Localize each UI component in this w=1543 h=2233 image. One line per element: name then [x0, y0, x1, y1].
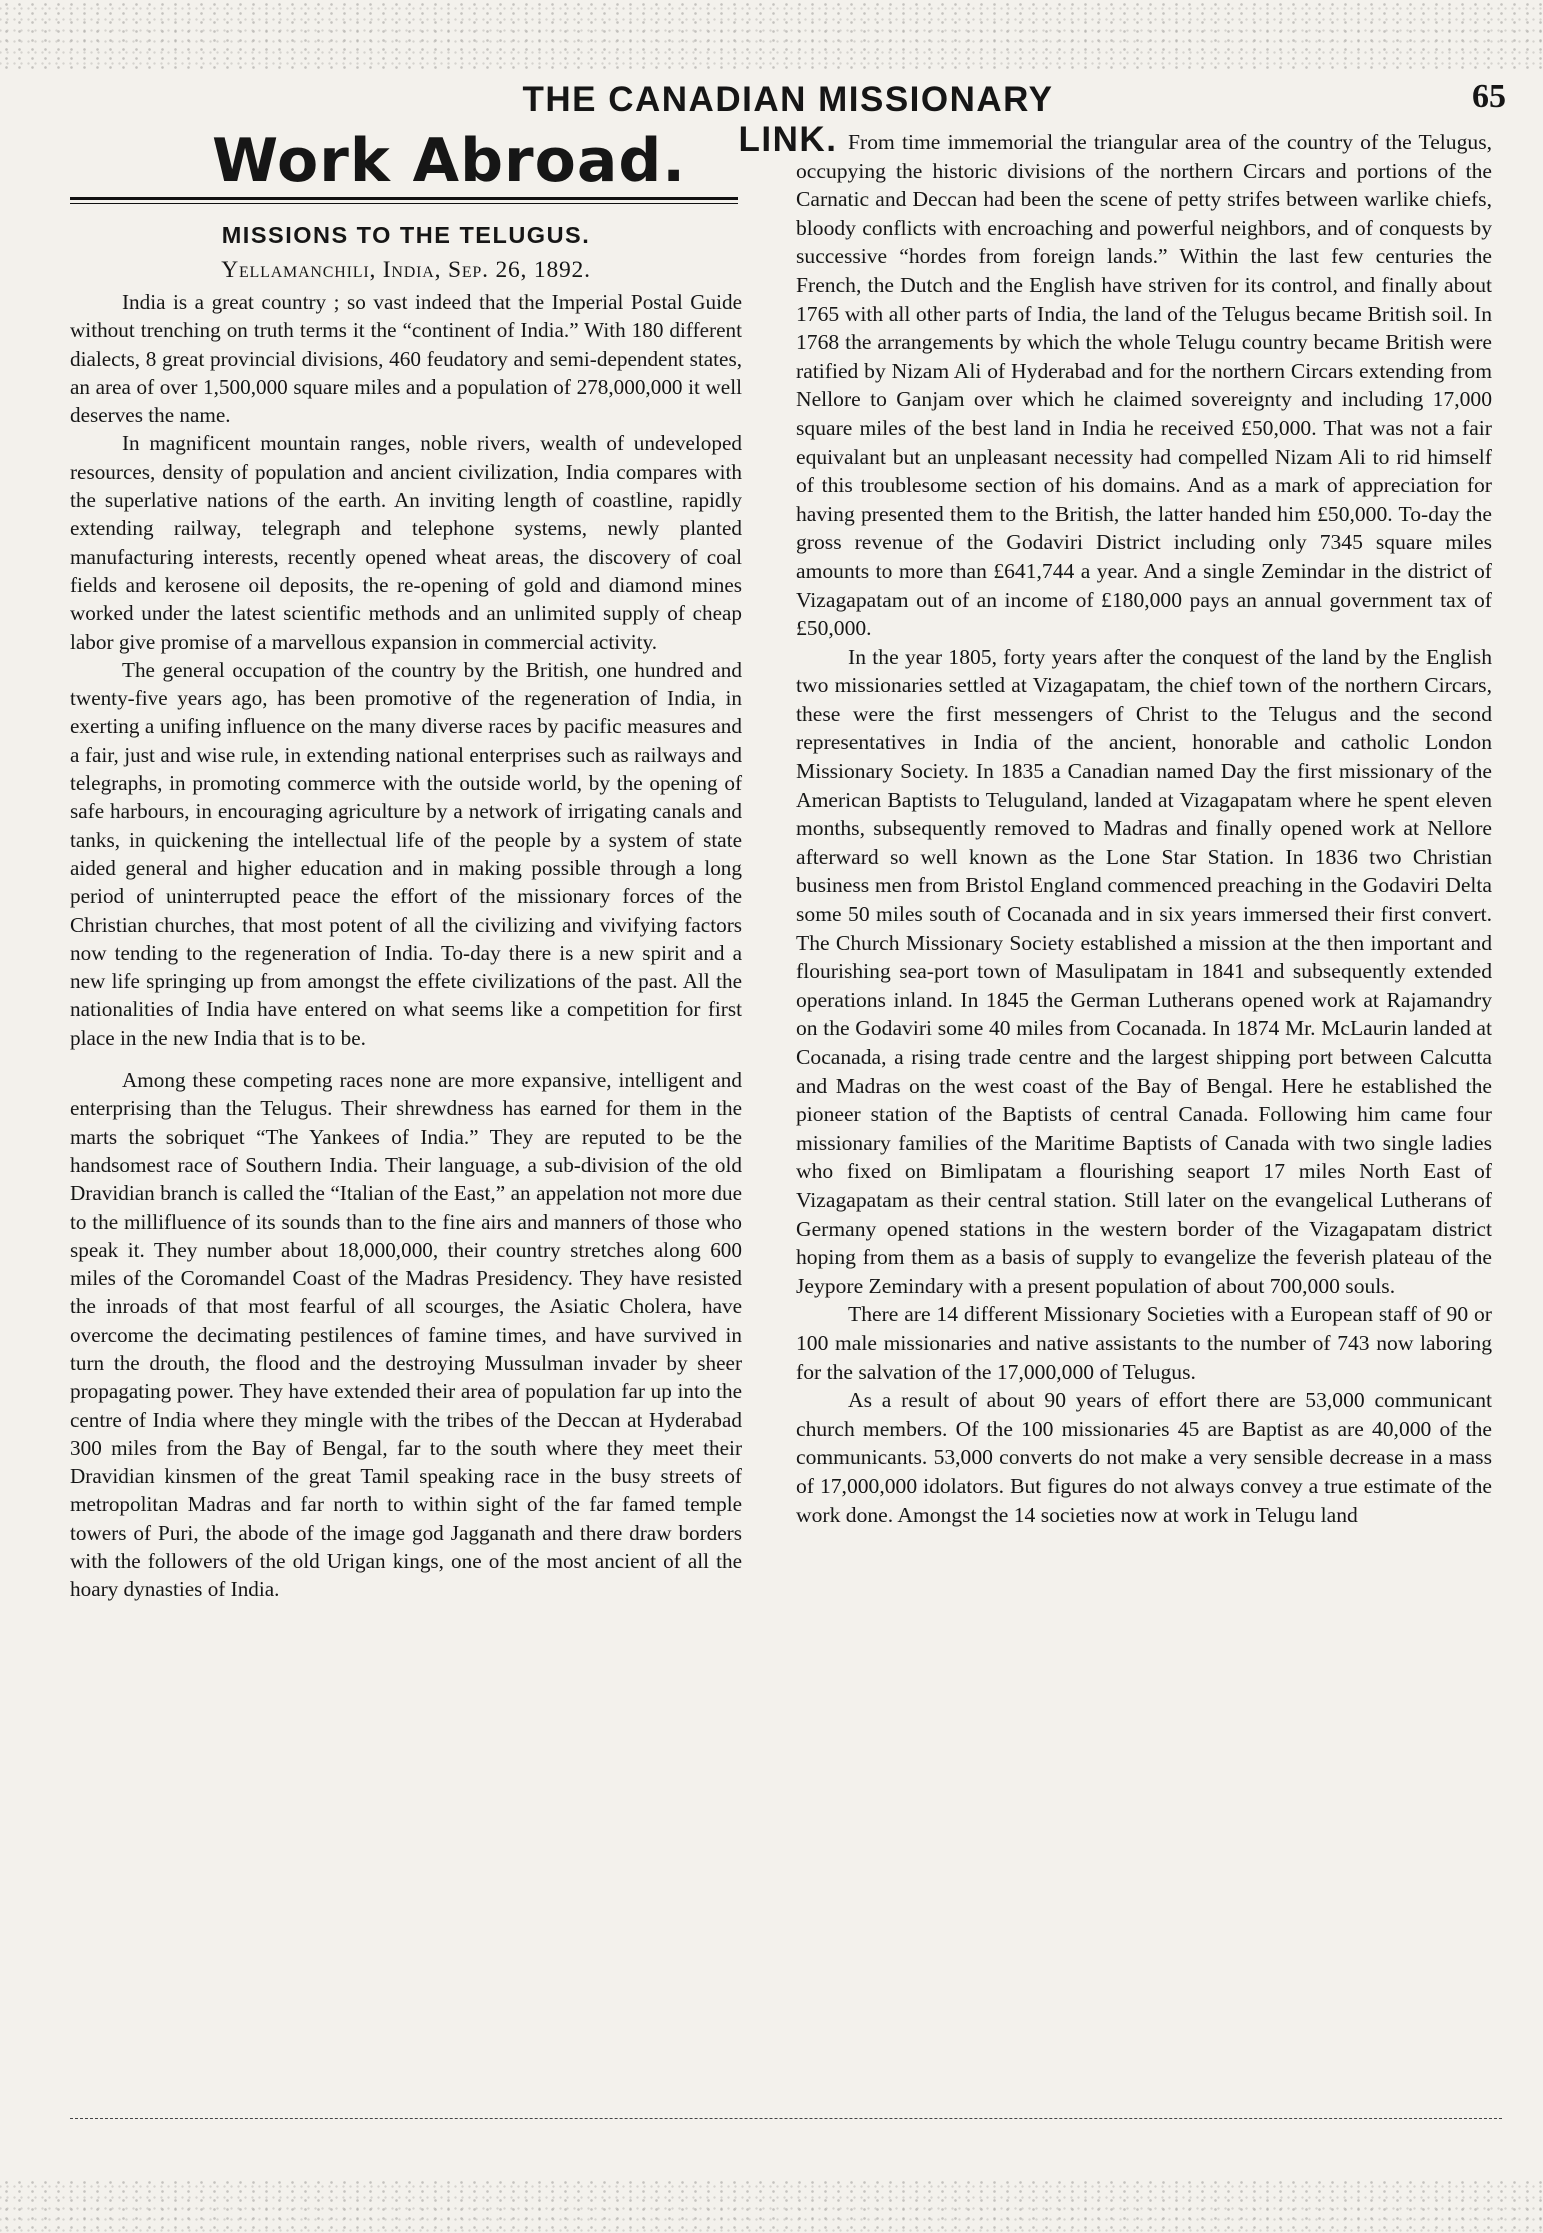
scan-noise-bottom	[0, 2178, 1543, 2233]
section-title: Work Abroad.	[212, 126, 687, 196]
running-head	[0, 78, 1543, 159]
paragraph: From time immemorial the triangular area of the country of the Telugus, occupying the historic divisions of the northern Circars and portions of the Carnatic and Deccan had been the scene of petty strifes between warlike chiefs, bloody conflicts with encroaching and powerful neighbors, and of conquests by successive “hordes from foreign lands.” Within the last few centuries the French, the Dutch and the English have striven for its control, and finally about 1765 with all other parts of India, the land of the Telugus became British soil. In 1768 the arrangements by which the whole Telugu country became British were ratified by Nizam Ali of Hyderabad and for the northern Circars extending from Nellore to Ganjam over which he claimed sovereignty and including 17,000 square miles of the best land in India he received £50,000. That was not a fair equivalant but an unpleasant necessity had compelled Nizam Ali to rid himself of this troublesome section of his domains. And as a mark of appreciation for having presented them to the British, the latter handed him £50,000. To-day the gross revenue of the Godaviri District including only 7345 square miles amounts to more than £641,744 a year. And a single Zemindar in the district of Vizagapatam out of an income of £180,000 pays an annual government tax of £50,000.	[796, 130, 1492, 641]
article-heading: MISSIONS TO THE TELUGUS.	[221, 222, 591, 248]
scan-noise-top	[0, 0, 1543, 72]
paragraph: In the year 1805, forty years after the conquest of the land by the English two missionaries settled at Vizagapatam, the chief town of the northern Circars, these were the first messengers of Christ to the Telugus and the second representatives in India of the ancient, honorable and catholic London Missionary Society. In 1835 a Canadian named Day the first missionary of the American Baptists to Teluguland, landed at Vizagapatam where he spent eleven months, subsequently removed to Madras and finally opened work at Nellore afterward so well known as the Lone Star Station. In 1836 two Christian business men from Bristol England commenced preaching in the Godaviri Delta some 50 miles south of Cocanada and in six years immersed their first convert. The Church Missionary Society established a mission at the then important and flourishing sea-port town of Masulipatam in 1841 and subsequently extended operations inland. In 1845 the German Lutherans opened work at Rajamandry on the Godaviri some 40 miles from Cocanada. In 1874 Mr. McLaurin landed at Cocanada, a rising trade centre and the largest shipping port between Calcutta and Madras on the west coast of the Bay of Bengal. Here he established the pioneer station of the Baptists of central Canada. Following him came four missionary families of the Maritime Baptists of Canada with two single ladies who fixed on Bimlipatam a flourishing seaport 17 miles North East of Vizagapatam as their central station. Still later on the evangelical Lutherans of Germany opened stations in the western border of the Vizagapatam district hoping from them as a basis of supply to evangelize the feverish plateau of the Jeypore Zemindary with a present population of about 700,000 souls.	[796, 644, 1492, 1298]
paragraph: India is a great country ; so vast indeed that the Imperial Postal Guide without trenching on truth terms it the “continent of India.” With 180 different dialects, 8 great provincial divisions, 460 feudatory and semi-dependent states, an area of over 1,500,000 square miles and a population of 278,000,000 it well deserves the name.	[70, 290, 742, 428]
left-column	[70, 125, 742, 1604]
paragraph: As a result of about 90 years of effort there are 53,000 communicant church members. Of the 100 missionaries 45 are Baptist as are 40,000 of the communicants. 53,000 converts do not make a very sensible decrease in a mass of 17,000,000 idolators. But figures do not always convey a true estimate of the work done. Amongst the 14 societies now at work in Telugu land	[796, 1388, 1492, 1527]
running-title: THE CANADIAN MISSIONARY LINK.	[522, 80, 1054, 159]
page-number: 65	[1472, 78, 1506, 115]
right-column	[796, 128, 1492, 1529]
bottom-rule	[70, 2118, 1502, 2119]
paragraph: The general occupation of the country by the British, one hundred and twenty-five years ago, has been promotive of the regeneration of India, in exerting a unifing influence on the many diverse races by pacific measures and a fair, just and wise rule, in extending national enterprises such as railways and telegraphs, in promoting commerce with the outside world, by the opening of safe harbours, in encouraging agriculture by a network of irrigating canals and tanks, in quickening the intellectual life of the people by a system of state aided general and higher education and in making possible through a long period of uninterrupted peace the effort of the missionary forces of the Christian churches, that most potent of all the civilizing and vivifying factors now tending to the regeneration of India. To-day there is a new spirit and a new life springing up from amongst the effete civilizations of the past. All the nationalities of India have entered on what seems like a competition for first place in the new India that is to be.	[70, 657, 742, 1050]
paragraph: In magnificent mountain ranges, noble rivers, wealth of undeveloped resources, density of population and ancient civilization, India compares with the superlative nations of the earth. An inviting length of coastline, rapidly extending railway, telegraph and telephone systems, newly planted manufacturing interests, recently opened wheat areas, the discovery of coal fields and kerosene oil deposits, the re-opening of gold and diamond mines worked under the latest scientific methods and an unlimited supply of cheap labor give promise of a marvellous expansion in commercial activity.	[70, 431, 742, 654]
dateline: Yellamanchili, India, Sep. 26, 1892.	[221, 257, 591, 283]
paragraph: Among these competing races none are more expansive, intelligent and enterprising than the Telugus. Their shrewdness has earned for them in the marts the sobriquet “The Yankees of India.” They are reputed to be the handsomest race of Southern India. Their language, a sub-division of the old Dravidian branch is called the “Italian of the East,” an appelation not more due to the millifluence of its sounds than to the fine airs and manners of those who speak it. They number about 18,000,000, their country stretches along 600 miles of the Coromandel Coast of the Madras Presidency. They have resisted the inroads of that most fearful of all scourges, the Asiatic Cholera, have overcome the decimating pestilences of famine times, and have survived in turn the drouth, the flood and the destroying Mussulman invader by sheer propagating power. They have extended their area of population far up into the centre of India where they mingle with the tribes of the Deccan at Hyderabad 300 miles from the Bay of Bengal, far to the south where they meet their Dravidian kinsmen of the great Tamil speaking race in the busy streets of metropolitan Madras and far north to within sight of the far famed temple towers of Puri, the abode of the image god Jagganath and there draw borders with the followers of the old Urigan kings, one of the most ancient of all the hoary dynasties of India.	[70, 1068, 742, 1602]
paragraph: There are 14 different Missionary Societies with a European staff of 90 or 100 male missionaries and native assistants to the number of 743 now laboring for the salvation of the 17,000,000 of Telugus.	[796, 1302, 1492, 1384]
title-rule	[70, 197, 738, 204]
